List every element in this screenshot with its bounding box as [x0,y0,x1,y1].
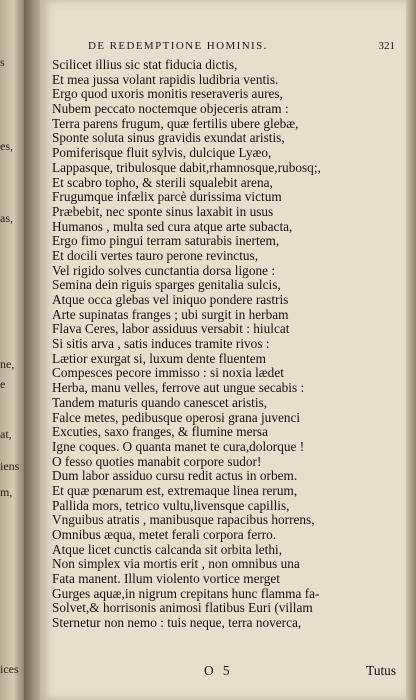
page-header [44,40,399,56]
margin-fragment: ne, [0,358,15,370]
text-line: Arte supinatas franges ; ubi surgit in herbam [52,307,289,322]
text-line: Si sitis arva , satis induces tramite rivos : [52,337,270,352]
margin-fragment: s [0,56,5,68]
text-line: Pallida mors, tetrico vultu,livensque capillis, [52,498,290,513]
text-line: Et scabro topho, & sterili squalebit arena, [52,175,273,190]
text-line: Herba, manu velles, ferrove aut ungue secabis : [52,381,305,396]
text-line: O fesso quoties manabit corpore sudor! [52,454,262,469]
text-line: Frugumque infælix parcè durissima victum [52,190,282,205]
margin-fragment: iens [0,460,20,472]
text-line: Ergo quod uxoris monitis reseraveris aures, [52,87,283,102]
text-line: Humanos , multa sed cura atque arte subacta, [52,219,293,234]
text-line: Lætior exurgat si, luxum dente fluentem [52,351,266,366]
text-line: Et docili vertes tauro perone revinctus, [52,248,259,263]
text-line: Dum labor assiduo cursu redit actus in orbem. [52,469,298,484]
text-line: Et quæ pœnarum est, extremaque linea rerum, [52,483,298,498]
previous-page-edge [0,0,24,700]
margin-fragment: as, [0,212,13,224]
text-line: Lappasque, tribulosque dabit,rhamnosque,rubosq;, [52,160,321,175]
margin-fragment: at, [0,428,12,440]
text-line: Et mea jussa volant rapidis ludibria ventis. [52,72,279,87]
running-title: DE REDEMPTIONE HOMINIS. [88,40,268,52]
text-line: Terra parens frugum, quæ fertilis ubere glebæ, [52,116,299,131]
text-line: Tandem maturis quando canescet aristis, [52,395,268,410]
text-line: Compesces pecore immisso : si noxia lædet [52,366,284,381]
margin-fragment: es, [0,140,13,152]
margin-fragment: ices [0,663,19,675]
book-gutter [24,0,40,700]
text-line: Fata manent. Illum violento vortice merget [52,572,280,587]
text-line: Ergo fimo pingui terram saturabis inertem, [52,234,280,249]
text-line: Falce metes, pedibusque operosi grana juvenci [52,410,301,425]
text-line: Præbebit, nec sponte sinus laxabit in usus [52,204,274,219]
page-edge [406,0,416,700]
signature-mark: O 5 [204,663,233,678]
margin-fragment: e [0,378,6,390]
text-line: Vnguibus atratis , manibusque rapacibus horrens, [52,513,315,528]
text-line: Scilicet illius sic stat fiducia dictis, [52,58,238,72]
text-line: Igne coques. O quanta manet te cura,dolorque ! [52,439,305,454]
text-line: Pomiferisque fluit sylvis, dulcique Lyæo, [52,146,272,161]
text-line: Nubem peccato noctemque objeceris atram : [52,102,289,117]
text-line: Sponte soluta sinus gravidis exundat aristis, [52,131,285,146]
text-line: Gurges aquæ,in nigrum crepitans hunc flamma fa- [52,586,320,601]
text-line: Sternetur non nemo : tuis neque, terra noverca, [52,616,302,631]
text-line: Vel rigido solves cunctantia dorsa ligone : [52,263,276,278]
margin-fragment: m, [0,486,13,498]
text-line: Atque licet cunctis calcanda sit orbita lethi, [52,542,283,557]
text-line: Semina dein riguis sparges genitalia sulcis, [52,278,281,293]
catchword: Tutus [366,663,396,678]
text-line: Flava Ceres, labor assiduus versabit : hiulcat [52,322,290,337]
text-line: Atque occa glebas vel iniquo pondere rastris [52,293,289,307]
page-number: 321 [378,40,395,52]
text-line: Solvet,& horrisonis animosi flatibus Euri (villam [52,601,313,616]
text-line: Non simplex via mortis erit , non omnibus una [52,557,300,572]
page-footer [52,663,396,679]
text-line: Omnibus æqua, metet ferali corpora ferro. [52,528,277,542]
text-line: Excuties, saxo franges, & flumine mersa [52,425,269,440]
poem-text [52,58,392,631]
